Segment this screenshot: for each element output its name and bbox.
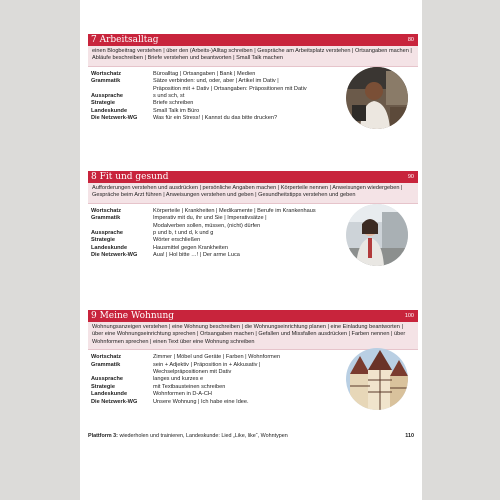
footer-description: wiederholen und trainieren, Landeskunde: Lied „Like, like“, Wohntypen [117,433,288,439]
row-value: Wechselpräpositionen mit Dativ [153,369,232,376]
row-value: Büroalltag | Ortsangaben | Bank | Medien [153,70,256,77]
row-label: Aussprache [91,376,124,383]
row-label: Landeskunde [91,244,128,251]
row-label: Die Netzwerk-WG [91,398,138,405]
page-footer [88,433,414,439]
row-label: Grammatik [91,215,121,222]
row-label: Wortschatz [91,207,122,214]
row-value: langes und kurzes e [153,376,204,383]
chapter-page-number: 90 [407,174,414,180]
row-value: mit Textbausteinen schreiben [153,383,226,390]
row-label: Grammatik [91,78,121,85]
row-label: Landeskunde [91,391,128,398]
houses-photo [346,348,408,410]
row-label: Aussprache [91,230,124,237]
chapter-details [88,354,418,406]
row-value: Körperteile | Krankheiten | Medikamente | Berufe im Krankenhaus [153,207,316,214]
row-value: Imperativ mit du, ihr und Sie | Imperativsätze | [153,215,267,222]
row-label: Aussprache [91,93,124,100]
chapter-page-number: 80 [407,37,414,43]
chapter-title: 9 Meine Wohnung [91,311,174,321]
chapter-details [88,208,418,260]
row-label: Strategie [91,237,115,244]
chapter-9 [88,310,418,406]
row-value: Wohnformen in D-A-CH [153,391,212,398]
row-label: Strategie [91,383,115,390]
chapter-goals: Aufforderungen verstehen und ausdrücken | persönliche Angaben machen | Körperteile nennen | Anweisungen wiedergeben | Gespräche beim Arzt führen | Anweisungen verstehen und geben | Gesundheitstipps verstehen und geben [88,183,418,204]
chapter-page-number: 100 [404,313,414,319]
row-label: Landeskunde [91,107,128,114]
row-value: Small Talk im Büro [153,107,200,114]
row-label [88,86,153,93]
chapter-header [88,310,418,322]
chapter-title: 7 Arbeitsalltag [91,35,159,45]
row-value: p und b, t und d, k und g [153,230,214,237]
row-label: Die Netzwerk-WG [91,252,138,259]
chapter-7 [88,34,418,123]
row-value: Was für ein Stress! | Kannst du das bitte drucken? [153,115,278,122]
chapter-title: 8 Fit und gesund [91,172,169,182]
footer-label: Plattform 3: [88,433,118,439]
street-photo [346,204,408,266]
row-value: Wörter erschließen [153,237,201,244]
row-label: Die Netzwerk-WG [91,115,138,122]
row-value: Aua! | Hol bitte …! | Der arme Luca [153,252,240,259]
row-label: Wortschatz [91,70,122,77]
row-value: Modalverben sollen, müssen, (nicht) dürfen [153,222,261,229]
row-value: Unsere Wohnung | Ich habe eine Idee. [153,398,249,405]
chapter-header [88,171,418,183]
footer-page-number: 110 [405,433,414,439]
chapter-header [88,34,418,46]
chapter-goals: Wohnungsanzeigen verstehen | eine Wohnung beschreiben | die Wohnungseinrichtung planen | eine Einladung beantworten | über eine Wohnungseinrichtung sprechen | Ortsangaben machen | Gefallen und Missfallen ausdrücken | Farben nennen | über Wohnformen sprechen | einen Text über eine Wohnung schreiben [88,322,418,350]
row-value: Zimmer | Möbel und Geräte | Farben | Wohnformen [153,354,281,361]
chapter-8 [88,171,418,260]
row-value: Sätze verbinden: und, oder, aber | Artikel im Dativ | [153,78,279,85]
chapter-goals: einen Blogbeitrag verstehen | über den (Arbeits-)Alltag schreiben | Gespräche am Arbeitsplatz verstehen | Ortsangaben machen | Abläufe beschreiben | Briefe verstehen und beantworten | Small Talk machen [88,46,418,67]
row-label: Wortschatz [91,354,122,361]
row-label [88,223,153,230]
chapter-details [88,71,418,123]
office-photo [346,67,408,129]
row-value: Präposition mit + Dativ | Ortsangaben: Präpositionen mit Dativ [153,85,307,92]
row-value: s und sch, st [153,93,185,100]
row-label: Strategie [91,100,115,107]
page [80,0,422,500]
row-label: Grammatik [91,361,121,368]
row-label [88,369,153,376]
row-value: Hausmittel gegen Krankheiten [153,244,228,251]
row-value: Briefe schreiben [153,100,194,107]
row-value: sein + Adjektiv | Präposition in + Akkusativ | [153,361,261,368]
footer-text [88,433,288,439]
